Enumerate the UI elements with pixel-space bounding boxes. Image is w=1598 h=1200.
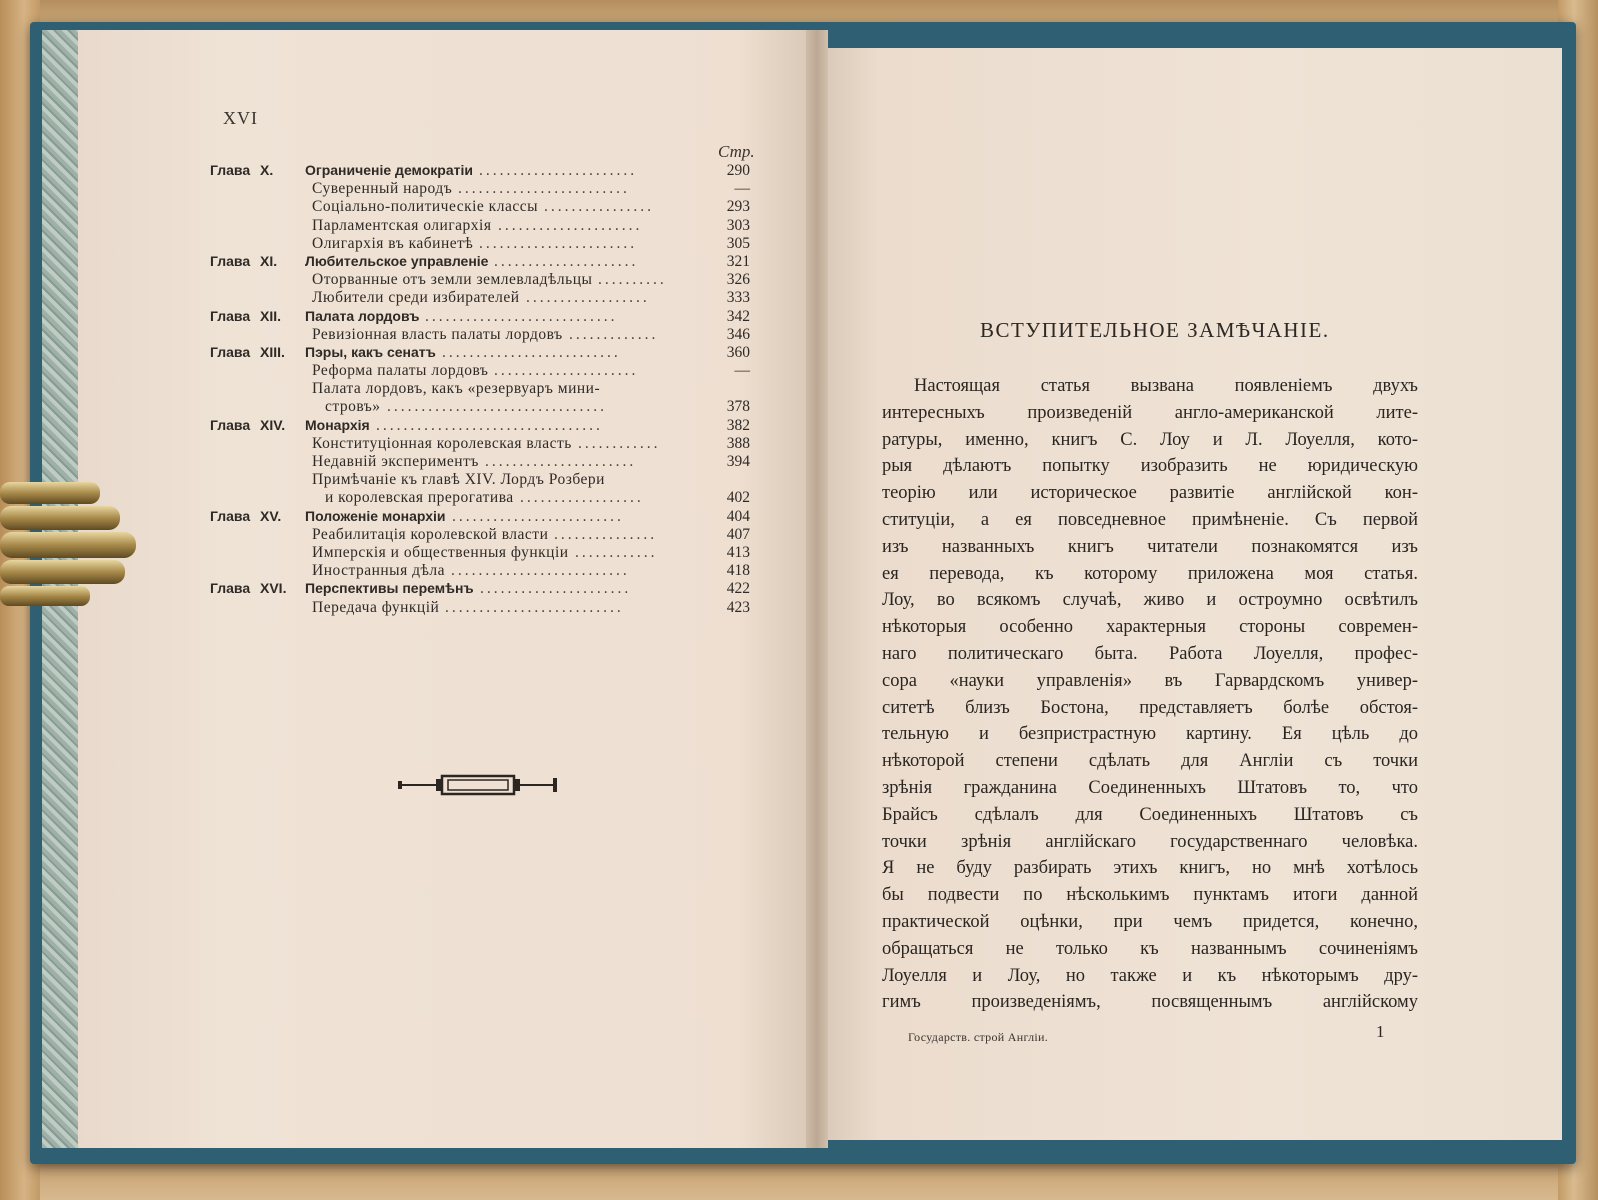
toc-entry-title: и королевская прерогатива [325,489,514,507]
toc-entry-title: Иностранныя дѣла [312,562,446,580]
page-number-roman: XVI [223,108,258,128]
toc-chapter-word: Глава [210,580,251,597]
text-line: бы подвести по нѣсколькимъ пунктамъ итоги данной [882,885,1418,906]
text-line: ситетѣ близъ Бостона, представляетъ болѣе обстоя- [882,697,1418,718]
text-line: Настоящая статья вызвана появленіемъ двухъ [914,376,1418,396]
toc-leader-dots: ..................... [498,216,643,234]
text-line: гимъ произведеніямъ, посвященнымъ англійскому [882,992,1418,1013]
toc-section-row [200,398,770,416]
toc-entry-title: Любительское управленіе [305,252,489,269]
toc-entry-page: 382 [726,416,750,434]
toc-section-row [200,599,770,617]
toc-entry-page: 422 [726,580,750,598]
toc-leader-dots: ...................... [485,453,637,470]
toc-chapter-number: X. [260,162,274,178]
toc-chapter-row [200,308,770,326]
toc-entry-page: 326 [726,271,750,289]
toc-entry-title: Суверенный народъ [312,180,453,198]
text-line: обращаться не только къ названнымъ сочиненіямъ [882,938,1418,959]
toc-entry-page: — [734,362,750,380]
toc-chapter-row [200,344,770,362]
toc-entry-title: Оторванные отъ земли землевладѣльцы [312,271,593,289]
toc-entry-title: Перспективы перемѣнъ [305,580,474,597]
toc-entry-title: Положеніе монархіи [305,507,446,524]
toc-section-row [200,217,770,235]
toc-leader-dots: ............ [578,434,661,452]
toc-entry-page: 402 [726,489,750,507]
section-heading: ВСТУПИТЕЛЬНОЕ ЗАМѢЧАНІЕ. [980,318,1330,342]
toc-section-row [200,180,770,198]
text-line: ея перевода, къ которому приложена моя статья. [882,563,1418,584]
toc-chapter-label [210,580,300,596]
toc-leader-dots: .......................... [445,598,624,616]
toc-leader-dots: ............................ [425,307,618,325]
toc-leader-dots: ...................... [480,580,632,598]
toc-entry-page: 388 [726,434,750,452]
toc-chapter-word: Глава [210,507,251,524]
text-line: изъ названныхъ книгъ читатели познакомятся изъ [882,536,1418,557]
toc-chapter-label [210,162,300,178]
toc-leader-dots: ................................. [376,416,603,434]
toc-chapter-label [210,253,300,269]
text-line: ратуры, именно, книгъ С. Лоу и Л. Лоуелля, кото- [882,429,1418,450]
toc-entry-page: 305 [726,234,750,252]
toc-chapter-word: Глава [210,343,251,360]
toc-section-row [200,235,770,253]
toc-entry-title: Недавній экспериментъ [312,453,479,470]
toc-entry-page: 303 [726,216,750,234]
toc-entry-page: 342 [726,307,750,325]
toc-chapter-label [210,508,300,524]
toc-leader-dots: ............. [569,325,659,343]
toc-leader-dots: ............... [554,525,658,543]
toc-section-row [200,435,770,453]
toc-chapter-word: Глава [210,416,251,433]
text-line: Я не буду разбирать этихъ книгъ, но мнѣ хотѣлось [882,858,1418,879]
toc-section-row [200,544,770,562]
text-line: теорію или историческое развитіе англійской кон- [882,483,1418,504]
toc-entry-page: 290 [726,162,750,179]
toc-entry-title: Примѣчаніе къ главѣ XIV. Лордъ Розбери [312,471,605,489]
text-line: зрѣнія гражданина Соединенныхъ Штатовъ то, что [882,777,1418,798]
toc-chapter-row [200,508,770,526]
toc-section-row [200,489,770,507]
body-paragraph [882,373,1418,1016]
toc-chapter-row [200,580,770,598]
toc-entry-title: Реабилитація королевской власти [312,525,549,543]
toc-section-row [200,289,770,307]
toc-leader-dots: .......................... [442,343,621,361]
text-line: Лоу, во всякомъ случаѣ, живо и остроумно освѣтилъ [882,590,1418,611]
toc-leader-dots: ..................... [494,362,639,380]
toc-section-row [200,562,770,580]
toc-entry-page: 378 [726,398,750,416]
toc-chapter-row [200,253,770,271]
text-line: интересныхъ произведеній англо-американской лите- [882,402,1418,423]
toc-leader-dots: .................. [526,289,650,307]
toc-chapter-number: XVI. [260,580,287,597]
toc-entry-page: 321 [726,252,750,270]
toc-entry-page: 423 [726,598,750,616]
text-line: наго политическаго быта. Работа Лоуелля, профес- [882,643,1418,664]
toc-leader-dots: ................................ [387,398,607,416]
toc-chapter-row [200,162,770,180]
toc-section-row [200,326,770,344]
page-number: 1 [1376,1022,1385,1041]
toc-entry-title: Передача функцій [312,598,440,616]
toc-chapter-number: XII. [260,307,282,324]
toc-entry-page: 394 [726,453,750,470]
toc-chapter-row [200,417,770,435]
toc-entry-title: Реформа палаты лордовъ [312,362,489,380]
toc-entry-title: Палата лордовъ, какъ «резервуаръ мини- [312,380,601,398]
toc-entry-page: 333 [726,289,750,307]
toc-leader-dots: ....................... [479,234,638,252]
toc-chapter-number: XIV. [260,416,286,433]
page-column-label: Стр. [718,142,755,161]
text-line: рыя дѣлаютъ попытку изобразить не юридическую [882,456,1418,477]
toc-leader-dots: ....................... [479,162,638,179]
toc-entry-page: — [734,180,750,198]
toc-entry-page: 293 [726,198,750,216]
toc-chapter-word: Глава [210,252,251,269]
toc-leader-dots: ................ [544,198,654,216]
book-gutter [806,30,828,1148]
toc-section-row [200,526,770,544]
toc-leader-dots: .......... [598,271,667,289]
text-line: тельную и безпристрастную картину. Ея цѣль до [882,724,1418,745]
text-line: точки зрѣнія англійскаго государственнаго человѣка. [882,831,1418,852]
toc-chapter-label [210,417,300,433]
text-line: сора «науки управленія» въ Гарвардскомъ универ- [882,670,1418,691]
toc-chapter-label [210,344,300,360]
toc-entry-title: Ограниченіе демократіи [305,162,473,178]
toc-chapter-label [210,308,300,324]
text-line: Брайсъ сдѣлалъ для Соединенныхъ Штатовъ съ [882,804,1418,825]
toc-entry-title: Пэры, какъ сенатъ [305,343,436,360]
brass-page-clip-icon [0,482,140,622]
toc-leader-dots: ......................... [458,180,630,198]
text-line: нѣкоторыя особенно характерныя стороны современ- [882,617,1418,638]
toc-leader-dots: ......................... [452,507,624,525]
toc-chapter-word: Глава [210,162,251,178]
footer-signature: Государств. строй Англіи. [908,1030,1049,1044]
toc-leader-dots: ............ [575,543,658,561]
text-line: Лоуелля и Лоу, но также и къ нѣкоторымъ дру- [882,965,1418,986]
toc-entry-title: Парламентская олигархія [312,216,492,234]
toc-section-row [200,471,770,489]
toc-entry-page: 346 [726,325,750,343]
text-line: нѣкоторой степени сдѣлать для Англіи съ точки [882,751,1418,772]
text-line: практической оцѣнки, при чемъ придется, конечно, [882,911,1418,932]
toc-chapter-number: XV. [260,507,282,524]
toc-chapter-number: XI. [260,252,278,269]
toc-entry-title: Монархія [305,416,370,433]
toc-entry-page: 360 [726,343,750,361]
toc-entry-title: Ревизіонная власть палаты лордовъ [312,325,563,343]
toc-entry-title: Соціально-политическіе классы [312,198,539,216]
toc-section-row [200,198,770,216]
toc-section-row [200,380,770,398]
toc-entry-title: Олигархія въ кабинетѣ [312,234,474,252]
toc-entry-title: Имперскія и общественныя функціи [312,543,569,561]
toc-leader-dots: .................. [520,489,644,507]
table-of-contents [200,162,770,617]
toc-chapter-number: XIII. [260,343,285,360]
text-line: ституціи, а ея повседневное примѣненіе. Съ первой [882,509,1418,530]
toc-leader-dots: ..................... [494,252,639,270]
ornament-divider-icon [398,774,558,796]
toc-leader-dots: .......................... [451,562,630,580]
toc-entry-page: 418 [726,562,750,580]
toc-entry-title: стровъ» [325,398,381,416]
toc-entry-page: 413 [726,543,750,561]
toc-entry-title: Любители среди избирателей [312,289,520,307]
toc-section-row [200,271,770,289]
toc-chapter-word: Глава [210,307,251,324]
toc-section-row [200,453,770,471]
toc-entry-title: Палата лордовъ [305,307,420,324]
toc-entry-page: 404 [726,507,750,525]
toc-section-row [200,362,770,380]
toc-entry-title: Конституціонная королевская власть [312,434,572,452]
toc-entry-page: 407 [726,525,750,543]
